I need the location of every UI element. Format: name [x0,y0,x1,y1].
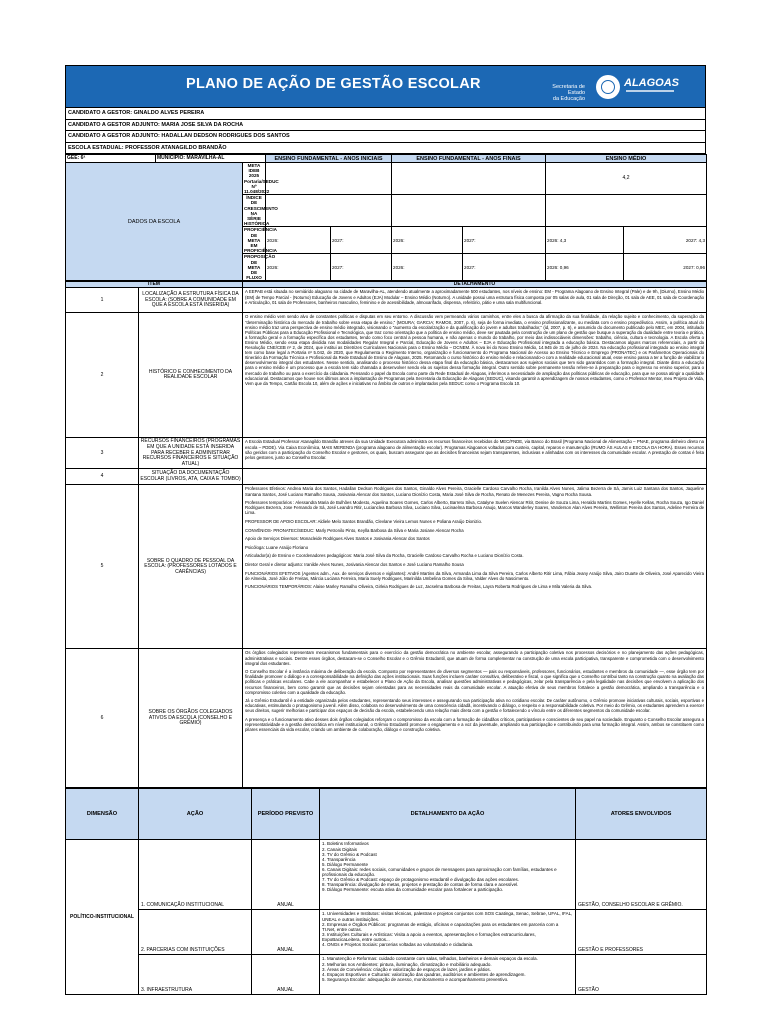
prof-ini-2026: 2026: [266,227,331,254]
item-title: SOBRE O QUADRO DE PESSOAL DA ESCOLA: (PROFESSORES LOTADOS E CARÊNCIAS) [139,485,243,649]
item-title: SITUAÇÃO DA DOCUMENTAÇÃO ESCOLAR (LIVROS, ATA, CAIXA E TOMBO) [139,469,243,485]
item-number: 6 [66,649,139,788]
item-number: 2 [66,313,139,438]
atores-cell: GESTÃO, CONSELHO ESCOLAR E GRÊMIO. [576,840,707,910]
atores-cell: GESTÃO E PROFESSORES [576,910,707,955]
escola-row: ESCOLA ESTADUAL: PROFESSOR ATANAGILDO BRANDÃO [66,143,705,155]
fluxo-med-2027: 2027: 0,96 [624,254,707,281]
meta-medio: 4,2 [546,163,707,195]
gestor-row: CANDIDATO A GESTOR: GINALDO ALVES PEREIRA [66,108,705,120]
title-banner [65,65,706,108]
detalhamento-cell: 1. Universidades e Institutos: visitas técnicas, palestras e projetos conjuntos com SOS Caatinga, Senac, Sebrae, UFAL, IFAL, UNEAL e outras instituições. 2. Empresas e Órgãos Públicos: programas de estágio, oficinas e capacitações para os estudantes em parceria com a TI.Net, entre outras. 3. Instituições Culturais e Artísticas: Visita a apoio a eventos, apresentações e formações extracurriculares, ExpoBacicaLeitera, entre outros... 4. ONGs e Projetos Sociais: parcerias voltadas ao voluntariado e cidadania. [320,910,576,955]
col-finais: ENSINO FUNDAMENTAL - ANOS FINAIS [392,155,546,163]
item-title: LOCALIZAÇÃO A ESTRUTURA FÍSICA DA ESCOLA: (SOBRE A COMUNIDADE EM QUE A ESCOLA ESTÁ INSERIDA) [139,288,243,313]
fluxo-fin-2026: 2026: [392,254,463,281]
dados-table [65,154,707,281]
item-detail: Professores Efetivos: Andrea Maria dos Santos, Hadallan Dedson Rodrigues dos Santos, Ginaldo Alves Pereira, Gracielle Cardoso Carvalho Rocha, Iranilda Alves Nunes, Jalima Bezerra de Sá, Jamis Luiz Santana dos Santos, Jaqueline Santana Santos, José Luciano Ramalho Sousa, Josivania Alencar dos Santos, Luciano Dionízio Costa, Maria José Silva de Rocha, Renato de Menezes Pereira, Vagno Rocha Sousa. Professores temporários : Alessandra Maria de Bulhões Modesto, Aquelina Soares Gomes, Carlos Alberto, Barreto Silva, Catalyne Suelen Alencar Ritir, Denise de Souza Lima, Heraldo Martins Gomes, Hyelle Kellas, Rocha Souza, Igo Daniel Rodrigues Bezerra, Jose Fernando de Sá, José Leandro Ritir, Lucianclea Barbosa Silva, Luciano Silva, Lucinaelma Barbosa Araujo, Marcos Wanderley Soares, Vanderson Alan Alves Pereira, Wellinton Pereira dos Santos, Adeline Ferreira de Lima. PROFESSOR DE APOIO ESCOLAR: Aldiele Melo Santos Brandão, Clevlane Vieira Lemos Nunes e Poliana Araújo Dionizio. CONVÊNIOS- PRONATEC/SEDUC: Marly Petronilo Pinto, Keylla Barbosa da Silva e Maria Josiane Alencar Rocha Apoio de Serviços Diversos: Monacleide Rodrigues Alves Santos e Josivania Alencar dos Santos Psicóloga: Luane Araújo Floriano Articulador(a) de Ensino e Coordenadores pedagógicos: Maria José Silva da Rocha, Gracielle Cardoso Carvalho Rocha e Luciano Dionízio Costa. Diretor Geral e diretor adjunto: Iranilde Alves Nunes, Josivania Alencar dos Santos e José Luciano Ramalho Sousa FUNCIONÁRIOS EFETIVOS (Agentes adm., Aux. de serviços diversos e vigilantes): André Martins da Silva, Armanda Lima da Silva Pereira, Carlos Alberto Ritir Lima, Fábia Jeany Araújo Silva, Jairo Duarte de Oliveira, José Aparecido Vieira de Almeida, José Júlio de Freitas, Márcia Luciana Ferreira, Maria Suely Rodrigues, Marinilda Umbelina Gomes da Silva, Valder Alves do Nascimento. FUNCIONÁRIOS TEMPORÁRIOS: Alaise Marley Ramalho Oliveira, Girleia Rodrigues de Luz, Jacselma Barbosa de Freitas, Layra Roberta Rodrigues de Lima e Mila Valeria da Silva. [243,485,707,649]
page-title: PLANO DE AÇÃO DE GESTÃO ESCOLAR [186,76,481,92]
fluxo-med-2026: 2026: 0,96 [546,254,624,281]
fluxo-ini-2027: 2027: [331,254,392,281]
item-header: ITEM [66,282,243,288]
item-number: 3 [66,438,139,469]
row-meta-label: META IDEB 2025 Portaria/SEDUC Nº 11.048/2022 [244,163,279,195]
detalhamento-cell: 1. Boletins Informativos 2. Canais Digitais 3. TV do Grêmio & Podcast 4. Transparência 5. Diálogo Permanente 6. Canais Digitais: redes sociais, comunidades e grupos de mensagens para aproximação com famílias, estudantes e profissionais da educação. 7. TV do Grêmio & Podcast: espaço de protagonismo estudantil e divulgação das ações escolares. 8. Transparência: divulgação de metas, projetos e prestação de contas de forma clara e acessível. 9. Diálogo Permanente: escuta ativa da comunidade escolar para fortalecer a participação. [320,840,576,910]
item-detail [243,469,707,485]
acao-cell: 3. INFRAESTRUTURA [139,955,252,995]
acao-header: AÇÃO [139,789,252,840]
fluxo-ini-2026: 2026: [266,254,331,281]
dados-escola-label: DADOS DA ESCOLA [66,163,243,281]
item-detail: O ensino médio vem sendo alvo de constantes políticas e disputas em seu entorno. A discussão vem permeando vários caminhos, entre eles a busca da afirmação da sua finalidade, da relação sujeito e conhecimento, da superação da "determinação histórica do mercado de trabalho sobre essa etapa de ensino," (MOURA; GARCIA; RAMOS, 2007, p. 6), seja de forma imediata, o ensino profissionalizante, ou mediata com o ensino propedêutico. Assim, a política atual do ensino médio traz uma perspectiva de ensino médio integrado, visionando o "aumento da escolarização e da qualificação do jovem e adultos trabalhador," (id, 2007, p. 6), e assumido do documento publicado pelo MEC, em 2004, intitulado Políticas Públicas para a Educação Profissional e Tecnológica, que traz como orientação que a política de ensino médio, deve ser pautada pela construção de um plano de gestão que busque a superação da dualidade entre teoria e prática, a formação geral e a formação específica dos estudantes, tendo como foco central a pessoa humana, e não apenas o mundo do trabalho, por meio das indissociáveis dimensões: trabalho, ciência, cultura e tecnologia. A Escola oferta o Ensino Médio, sendo essa etapa dividida nas modalidades Regular Integral e Parcial, Educação de Jovens e Adultos – EJA e Educação Profissional integrada a educação básica. Destacamos alguns marcos referenciais, a partir da Resolução CNE/CEB nº 2, de 2024, que institui as Diretrizes Curriculares Nacionais para o Ensino Médio – DCNEM. À nova lei do Novo Ensino Médio, 14.945 de 31 de julho de 2024. Na educação profissional integrado ao ensino integral tem como base legal a Portaria nº 5.042, de 2020, que Regulamenta o Regimento Interno, organização e funcionamento do Programa Nacional de Acesso ao Ensino Técnico e Emprego (PRONATEC) e os Parâmetros Operacionais do Itinerário da Formação Técnica e Profissional da Rede Estadual de Ensino de Alagoas, 2025. Retomando o curso histórico do ensino médio e relacionando-o com a realidade educacional atual, esse ensino passa a ter a função de viabilizar o desenvolvimento integral dos estudantes. Nesse sentido, analisando o processo histórico dessa etapa final da educação básica, destacamos aos sujeitos sociais que tem sido garantidos com a formação integral. Diante disto a educação para o ensino médio é um processo que a escola tem sido chamada a desenvolver sendo ela os sujeitos dessa formação integral. Outro sentido sobre permanente tensão refere-se à preparação para o ingresso no ensino superior, para o mercado de trabalho ou para o exercício da cidadania. Pensando o papel da Escola como parte da Rede Estadual de Alagoas, inferimos a necessidade de ampliação das políticas públicas de educação, para que se possa atingir a qualidade educacional. Destacamos que houve nos últimos anos a implantação de Programas pela Secretaria da Educação de Alagoas (SEDUC), visando garantir a aprendizagem de nossos estudantes, como o Professor Mentor, meu Projeto de Vida, Vem que da Tempo, Cartão Escola 10, além de ações e iniciativas no âmbito de outros e implantados pela SEDUC como o Programa Escola 10. [243,313,707,438]
item-number: 1 [66,288,139,313]
acao-cell: 2. PARCERIAS COM INSTITUIÇÕES [139,910,252,955]
logo-text: ALAGOAS [624,77,679,89]
row-cresc-label: ÍNDICE DE CRESCIMENTO NA SÉRIE HISTÓRICA [244,195,278,227]
prof-med-2026: 2026: 4,3 [546,227,624,254]
item-number: 4 [66,469,139,485]
prof-fin-2027: 2027: [463,227,546,254]
secretaria-line-2: da Educação [552,96,585,102]
col-medio: ENSINO MÉDIO [546,155,707,163]
item-title: HISTÓRICO E CONHECIMENTO DA REALIDADE ESCOLAR [139,313,243,438]
adjunto-row-1: CANDIDATO A GESTOR ADJUNTO: MARIA JOSE SILVA DA ROCHA [66,120,705,132]
atores-cell: GESTÃO [576,955,707,995]
adjunto-row-2: CANDIDATO A GESTOR ADJUNTO: HADALLAN DEDSON RODRIGUES DOS SANTOS [66,131,705,143]
row-prof-label: PROFICIÊNCIA DE META EM PROFICIÊNCIA [244,227,277,254]
item-detail: A Escola Estadual Professor Atanagildo Brandão atreves da sua Unidade Executora administra os recursos financeiros recebidos do MEC/FNDE, via Banco do Brasil (Programa Nacional de Alimentação – PNAE, programa dinheiro direto na escola – PDDE). Via Caixa Econômica, MAIS MERENDA (programa alagoano de alimentação escolar). Programas Alagoanos voltados para custeio, capital, reparos e manutenção (RUMO ÀS AULAS e ESCOLA DA HORA). Esses recursos são geridos com a participação do Conselho Escolar e gestores, os quais, buscam assegurar que as decisões financeiras sejam transparentes, inclusivas e alinhadas com os interesses da comunidade escolar. A prestação de contas é feita pelos gestores, junto ao Conselho Escolar. [243,438,707,469]
secretaria-label [549,84,585,102]
gee-cell: GEE: 6ª [66,155,156,163]
meta-iniciais [266,163,392,195]
row-fluxo-label: PROPOSIÇÃO DE META DE FLUXO [244,254,276,281]
alagoas-seal-icon [596,75,620,99]
periodo-cell: ANUAL [252,910,320,955]
alagoas-logo [596,74,696,100]
cresc-finais [392,195,546,227]
fluxo-fin-2027: 2027: [463,254,546,281]
item-title: RECURSOS FINANCEIROS (PROGRAMAS EM QUE A UNIDADE ESTÁ INSERIDA PARA RECEBER E ADMINISTRAR RECURSOS FINANCEIROS E SITUAÇÃO ATUAL) [139,438,243,469]
item-detail: A EEPAB está situada no semiárido alagoano na cidade de Maravilha-AL, atendendo atualmente a aproximadamente 500 estudantes, nos níveis de ensino: EM - Programa Alagoano de Ensino Integral (Pale) e de 9h, (Diurno), Ensino Médio (EM) de Tempo Parcial - (Noturno) Educação de Jovens e Adultos (EJA) Modular – Ensino Médio (Noturno). A unidade possui uma estrutura física composta por 05 salas de aula, 01 sala de Direção, 01 sala de AEE, 01 sala de Coordenação e Articulação, 01 sala de Professores, banheiros masculino, feminino e de acessibilidade, almoxarifado, dispensa, refeitório, pátio e uma sala multifuncional. [243,288,707,313]
dimensao-header: DIMENSÃO [66,789,139,840]
detalhamento-cell: 1. Manutenção e Reformas: cuidado constante com salas, telhados, banheiros e demais espaços da escola. 2. Melhorias nos Ambientes: pintura, iluminação, climatização e mobiliário adequado. 3. Áreas de Convivência: criação e valorização de espaços de lazer, jardins e pátios. 4. Espaços Esportivos e Culturais: valorização das quadras, auditórios e ambientes de aprendizagem. 5. Segurança Escolar: adequação de acesso, monitoramento e acompanhamento preventivo. [320,955,576,995]
periodo-cell: ANUAL [252,840,320,910]
detalhamento-header: DETALHAMENTO [243,282,707,288]
detalhamento-acao-header: DETALHAMENTO DA AÇÃO [320,789,576,840]
action-table [65,788,707,995]
prof-ini-2027: 2027: [331,227,392,254]
logo-underline [626,90,674,92]
dimensao-cell: POLÍTICO-INSTITUCIONAL [66,840,139,995]
item-number: 5 [66,485,139,649]
prof-med-2027: 2027: 4,3 [624,227,707,254]
cresc-iniciais [266,195,392,227]
municipio-cell: MUNICÍPIO: MARAVILHA-AL [156,155,266,163]
form-page [65,65,706,995]
atores-header: ATORES ENVOLVIDOS [576,789,707,840]
items-table [65,281,707,788]
periodo-cell: ANUAL [252,955,320,995]
secretaria-line-1: Secretaria de Estado [552,84,585,96]
acao-cell: 1. COMUNICAÇÃO INSTITUCIONAL [139,840,252,910]
candidates-info [65,108,706,154]
cresc-medio [546,195,707,227]
prof-fin-2026: 2026: [392,227,463,254]
periodo-header: PERÍODO PREVISTO [252,789,320,840]
item-detail: Os órgãos colegiados representam mecanismos fundamentais para o exercício da gestão democrática no ambiente escolar, assegurando a participação coletiva nos processos decisórios e no planejamento das ações pedagógicas, administrativas e sociais. Dentre esses órgãos, destacam-se o Conselho Escolar e o Grêmio Estudantil, que atuam de forma complementar na construção de uma escola participativa, transparente e comprometida com o desenvolvimento integral dos estudantes. O Conselho Escolar é a instância máxima de deliberação da escola. Composto por representantes de diversos segmentos — pais ou responsáveis, professores, funcionários, estudantes e membros da comunidade —, esse órgão tem por finalidade promover o diálogo e a corresponsabilidade na definição das ações institucionais. Suas funções incluem caráter consultivo, deliberativo e fiscal, o que significa que o Conselho contribui tanto na construção quanto na avaliação das políticas e práticas escolares. Cabe a ele acompanhar e estabelecer o Plano de Ação da Escola, analisar questões administrativas e pedagógicas, zelar pela transparência e pela legalidade nas decisões que envolvem a aplicação dos recursos financeiros, bem como garantir que as decisões sejam orientadas para as necessidades reais da comunidade escolar. A atuação efetiva de seus membros fortalece a gestão democrática, ampliando a transparência e o compromisso coletivo com a qualidade da educação. Já o Grêmio Estudantil é a entidade organizada pelos estudantes, representando seus interesses e assegurando sua participação ativa no cotidiano escolar. De caráter autônomo, o Grêmio promove iniciativas culturais, sociais, esportivas e educativas, estimulando o protagonismo juvenil. Além disso, colabora no desenvolvimento de uma consciência cidadã, incentivando o diálogo, o respeito e a responsabilidade coletiva. Por meio do Grêmio, os estudantes aprendem a exercer seus direitos, sugerir melhorias e participar dos espaços de decisão da escola, estabelecendo uma relação mais direta com a gestão e fortalecendo o vínculo entre os diferentes segmentos da comunidade escolar. A presença e o funcionamento ativo desses dois órgãos colegiados reforçam o compromisso da escola com a formação de cidadãos críticos, participativos e conscientes de seu papel na sociedade. Enquanto o Conselho Escolar assegura a representatividade e a gestão democrática em nível institucional, o Grêmio Estudantil promove o engajamento e a voz da juventude, ampliando sua participação e contribuindo para uma formação integral. Assim, ambos se constituem como pilares essenciais da vida escolar, criando um ambiente de colaboração, diálogo e construção coletiva. [243,649,707,788]
item-title: SOBRE OS ÓRGÃOS COLEGIADOS ATIVOS DA ESCOLA (CONSELHO E GRÊMIO) [139,649,243,788]
col-iniciais: ENSINO FUNDAMENTAL - ANOS INICIAIS [266,155,392,163]
meta-finais [392,163,546,195]
